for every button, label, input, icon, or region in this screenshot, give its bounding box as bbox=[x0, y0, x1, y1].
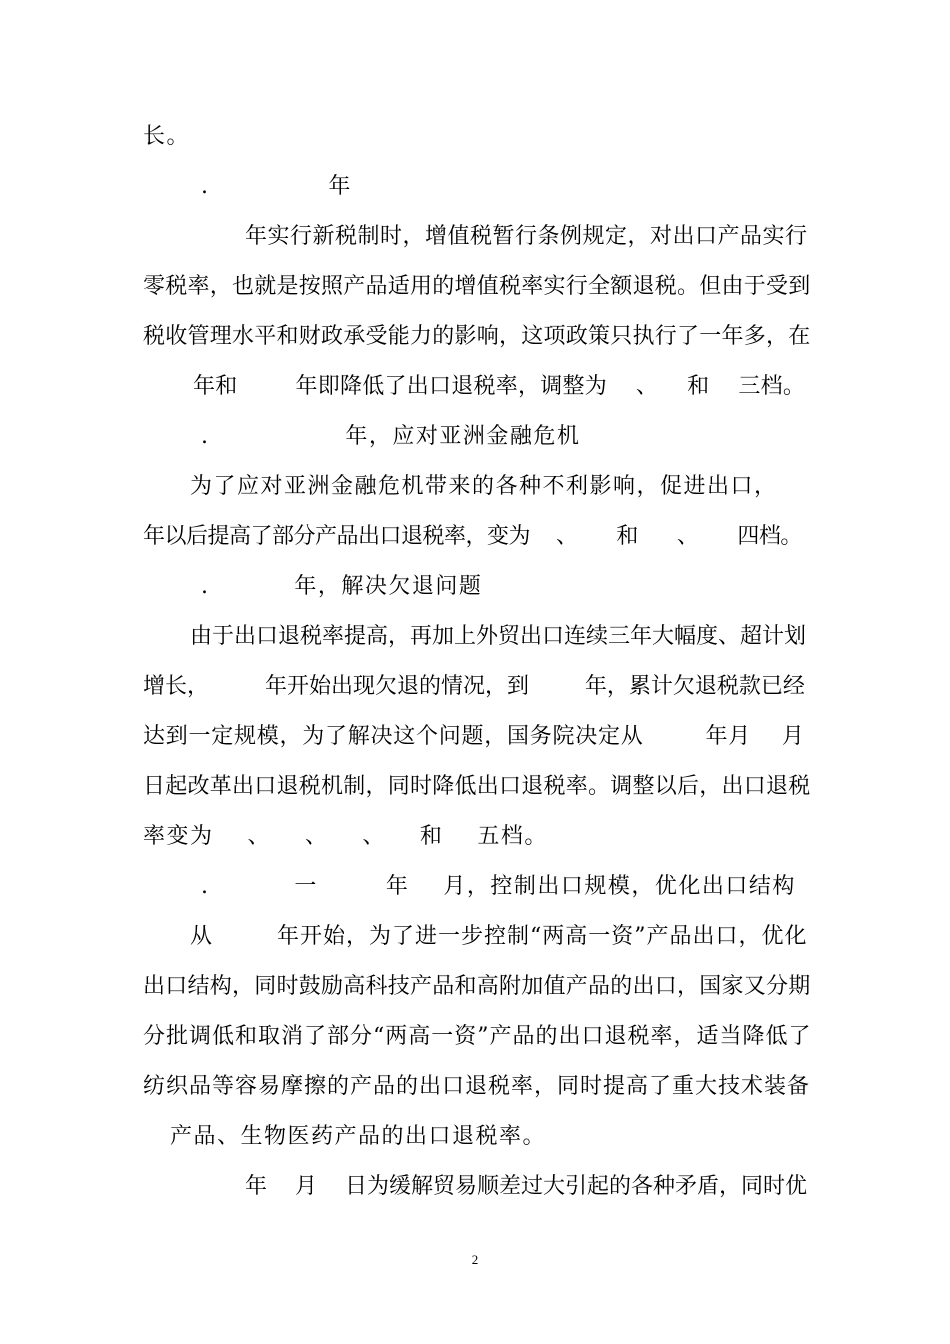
text-line: 年实行新税制时，增值税暂行条例规定，对出口产品实行 bbox=[245, 224, 808, 249]
section-heading: . 年 bbox=[201, 174, 352, 199]
text-line: 零税率，也就是按照产品适用的增值税率实行全额退税。但由于受到 bbox=[143, 274, 811, 299]
text-line: 年和 年即降低了出口退税率，调整为 、 和 三档。 bbox=[193, 374, 806, 399]
text-line: 日起改革出口退税机制，同时降低出口退税率。调整以后，出口退税 bbox=[143, 774, 811, 799]
text-line: 产品、生物医药产品的出口退税率。 bbox=[170, 1124, 547, 1149]
text-line: 分批调低和取消了部分“两高一资”产品的出口退税率，适当降低了 bbox=[143, 1024, 812, 1049]
section-heading: . 年，解决欠退问题 bbox=[201, 574, 483, 599]
page-number: 2 bbox=[471, 1252, 479, 1267]
text-line: 税收管理水平和财政承受能力的影响，这项政策只执行了一年多，在 bbox=[143, 324, 811, 349]
section-heading: . 年，应对亚洲金融危机 bbox=[201, 424, 581, 449]
text-line: 从 年开始，为了进一步控制“两高一资”产品出口，优化 bbox=[190, 924, 808, 949]
text-line: 出口结构，同时鼓励高科技产品和高附加值产品的出口，国家又分期 bbox=[143, 974, 811, 999]
text-line: 增长， 年开始出现欠退的情况，到 年，累计欠退税款已经 bbox=[143, 674, 805, 699]
text-line: 率变为 、 、 、 和 五档。 bbox=[143, 824, 548, 849]
text-line: 纺织品等容易摩擦的产品的出口退税率，同时提高了重大技术装备 bbox=[143, 1074, 811, 1099]
text-line: 长。 bbox=[143, 124, 191, 149]
text-line: 由于出口退税率提高，再加上外贸出口连续三年大幅度、超计划 bbox=[190, 624, 807, 649]
text-line: 年 月 日为缓解贸易顺差过大引起的各种矛盾，同时优 bbox=[245, 1174, 807, 1199]
section-heading: . 一 年 月，控制出口规模，优化出口结构 bbox=[201, 874, 796, 899]
text-line: 达到一定规模，为了解决这个问题，国务院决定从 年月 月 bbox=[143, 724, 805, 749]
text-line: 年以后提高了部分产品出口退税率，变为 、 和 、 四档。 bbox=[143, 524, 802, 549]
text-line: 为了应对亚洲金融危机带来的各种不利影响，促进出口， bbox=[190, 474, 778, 499]
